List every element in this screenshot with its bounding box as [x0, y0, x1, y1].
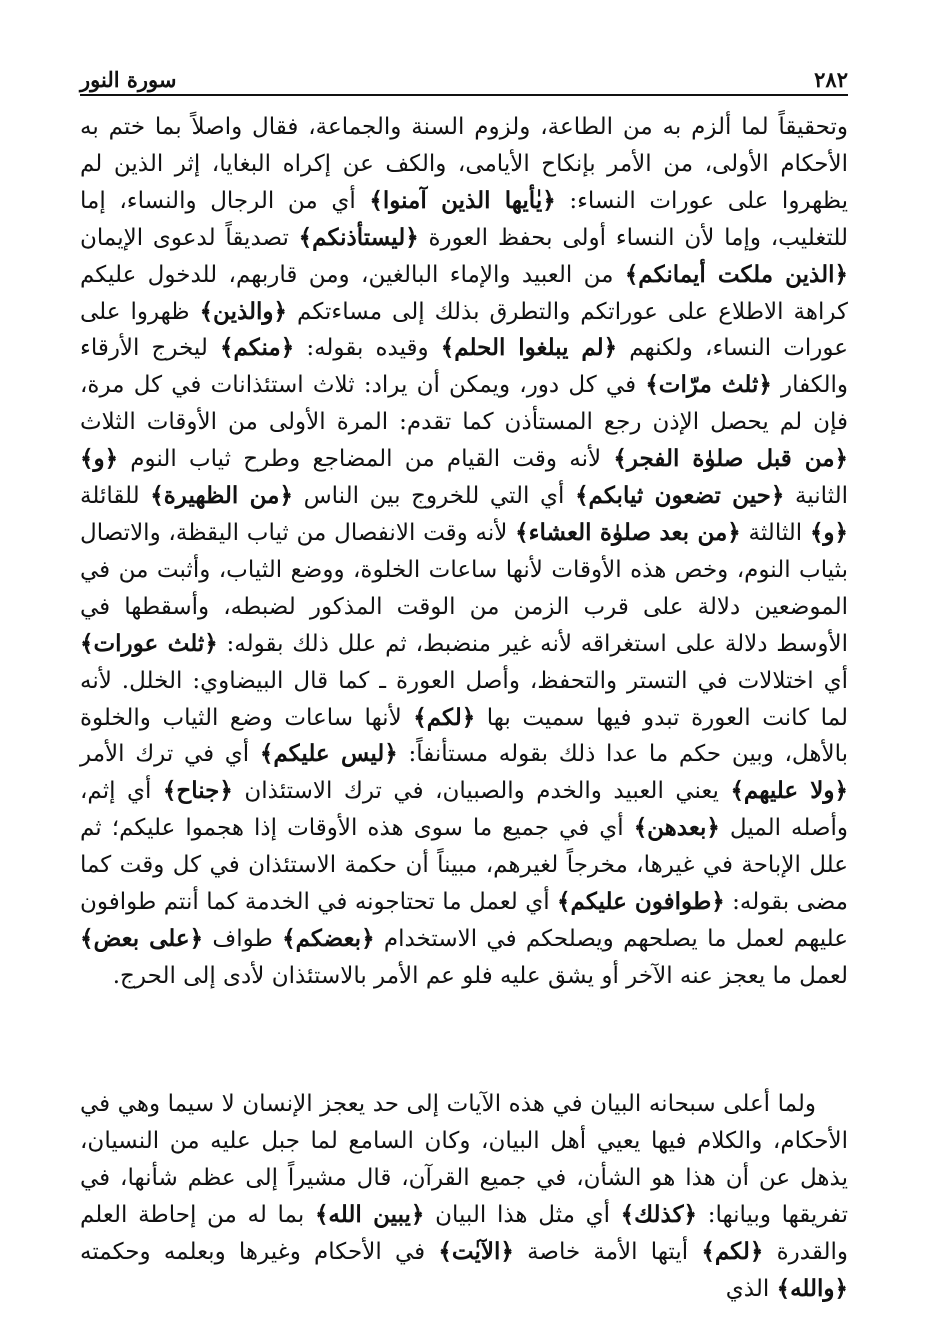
- page-number: ٢٨٢: [814, 67, 848, 92]
- quran-verse-quote: ﴿من الظهيرة﴾: [150, 482, 293, 510]
- commentary-text: ولما أعلى سبحانه البيان في هذه الآيات إلى حد يعجز الإنسان لا سيما وهي في الأحكام، والكلام فيها يعيي أهل البيان، وكان السامع لما جبل عليه من النسيان، يذهل عن أن هذا هو الشأن، في جميع القرآن، قال مشيراً إلى عظم شأنها، في تفريقها وبيانها:: [80, 1091, 848, 1228]
- quran-verse-quote: ﴿لكم﴾: [701, 1237, 764, 1265]
- quran-verse-quote: ﴿ليس عليكم﴾: [259, 740, 398, 768]
- surah-title: سورة النور: [80, 67, 177, 92]
- quran-verse-quote: ﴿كذلك﴾: [620, 1200, 698, 1228]
- quran-verse-quote: ﴿ثلث مرّات﴾: [645, 371, 772, 399]
- commentary-text: الذي: [725, 1275, 777, 1302]
- commentary-text: ظهروا على عورات النساء، ولكنهم: [80, 298, 849, 362]
- quran-verse-quote: ﴿والذين﴾: [199, 297, 288, 325]
- quran-verse-quote: ﴿ليستأذنكم﴾: [298, 223, 419, 251]
- quran-verse-quote: ﴿لكم﴾: [413, 703, 476, 731]
- commentary-text: من العبيد والإماء البالغين، ومن قاربهم، للدخول عليكم كراهة الاطلاع على عوراتكم والتطرق بذلك إلى مساءتكم: [80, 261, 848, 325]
- commentary-text: لأنه وقت القيام من المضاجع وطرح ثياب النوم: [118, 446, 614, 473]
- quran-verse-quote: ﴿على بعض﴾: [80, 924, 204, 952]
- quran-verse-quote: ﴿بعدهن﴾: [633, 814, 720, 842]
- commentary-paragraph-1: [80, 109, 848, 995]
- quran-verse-quote: ﴿الذين ملكت أيمانكم﴾: [624, 260, 849, 288]
- quran-verse-quote: ﴿من بعد صلوٰة العشاء﴾: [515, 518, 741, 546]
- commentary-text: لأنها ساعات وضع الثياب والخلوة بالأهل، وبين حكم ما عدا ذلك بقوله مستأنفاً:: [80, 704, 848, 768]
- commentary-text: ليخرج الأرقاء والكفار: [80, 335, 848, 399]
- commentary-paragraph-2: [80, 1086, 848, 1307]
- page-header: [80, 56, 848, 92]
- commentary-text: وقيده بقوله:: [294, 335, 441, 362]
- quran-verse-quote: ﴿منكم﴾: [220, 334, 295, 362]
- commentary-text: أي التي للخروج بين الناس: [292, 483, 576, 510]
- commentary-text: أي من الرجال والنساء، إما للتغليب، وإما لأن النساء أولى بحفظ العورة: [80, 187, 848, 251]
- quran-verse-quote: ﴿من قبل صلوٰة الفجر﴾: [613, 445, 848, 473]
- quran-verse-quote: ﴿و﴾: [80, 445, 119, 473]
- commentary-text: طواف: [203, 925, 283, 952]
- quran-verse-quote: ﴿جناح﴾: [162, 777, 233, 805]
- commentary-text: في الأحكام وغيرها وبعلمه وحكمته: [80, 1238, 439, 1265]
- quran-verse-quote: ﴿بعضكم﴾: [282, 924, 375, 952]
- quran-verse-quote: ﴿يبين الله﴾: [314, 1200, 425, 1228]
- commentary-text: أيتها الأمة خاصة: [513, 1238, 702, 1265]
- quran-verse-quote: ﴿ولا عليهم﴾: [730, 777, 848, 805]
- quran-verse-quote: ﴿طوافون عليكم﴾: [557, 888, 725, 916]
- commentary-text: لأنه وقت الانفصال من ثياب اليقظة، والاتصال بثياب النوم، وخص هذه الأوقات لأنها ساعات الخلوة، ووضع الثياب، وأثبت من في الموضعين دلالة على قرب الزمن من الوقت المذكور لضبطه، وأسقطها في الأوسط دلالة على استغراقه لأنه غير منضبط، ثم علل ذلك بقوله:: [80, 519, 848, 657]
- commentary-text: أي في ترك الأمر: [80, 741, 260, 768]
- commentary-text: يعني العبيد والخدم والصبيان، في ترك الاستئذان: [232, 778, 731, 805]
- commentary-text: في كل دور، ويمكن أن يراد: ثلاث استئذانات في كل مرة، فإن لم يحصل الإذن رجع المستأذن كما تقدم: المرة الأولى من الأوقات الثلاث: [80, 372, 848, 436]
- commentary-text: أي اختلالات في التستر والتحفظ، وأصل العورة ـ كما قال البيضاوي: الخلل. لأنه لما كانت العورة تبدو فيها سميت بها: [80, 667, 848, 731]
- commentary-text: أي لعمل ما تحتاجونه في الخدمة كما أنتم طوافون عليهم لعمل ما يصلحهم ويصلحكم في الاستخدام: [80, 889, 848, 952]
- commentary-text: الثانية: [784, 483, 848, 510]
- commentary-text: أي إثم، وأصله الميل: [80, 778, 848, 842]
- commentary-text: بما له من إحاطة العلم والقدرة: [80, 1201, 848, 1265]
- commentary-text: أي في جميع ما سوى هذه الأوقات إذا هجموا عليكم؛ ثم علل الإباحة في غيرها، مخرجاً لغيرهم، مبيناً أن حكمة الاستئذان في كل وقت كما مضى بقوله:: [80, 815, 848, 916]
- quran-verse-quote: ﴿ثلث عورات﴾: [80, 629, 218, 657]
- quran-verse-quote: ﴿الآيٰت﴾: [438, 1237, 514, 1265]
- commentary-text: وتحقيقاً لما ألزم به من الطاعة، ولزوم السنة والجماعة، فقال واصلاً بما ختم به الأحكام الأولى، من الأمر بإنكاح الأيامى، والكف عن إكراه البغايا، إثر الذين لم يظهروا على عورات النساء:: [80, 114, 848, 214]
- commentary-text: لعمل ما يعجز عنه الآخر أو يشق عليه فلو عم الأمر بالاستئذان لأدى إلى الحرج.: [112, 962, 848, 989]
- quran-verse-quote: ﴿و﴾: [809, 518, 848, 546]
- commentary-text: الثالثة: [740, 519, 810, 546]
- commentary-text: للقائلة: [80, 483, 151, 510]
- commentary-text: تصديقاً لدعوى الإيمان: [80, 224, 299, 251]
- quran-verse-quote: ﴿يٰأيها الذين آمنوا﴾: [369, 186, 556, 214]
- quran-verse-quote: ﴿والله﴾: [776, 1274, 848, 1302]
- header-divider: [80, 94, 848, 96]
- quran-verse-quote: ﴿لم يبلغوا الحلم﴾: [440, 334, 618, 362]
- commentary-text: أي مثل هذا البيان: [424, 1201, 621, 1228]
- quran-verse-quote: ﴿حين تضعون ثيابكم﴾: [575, 482, 785, 510]
